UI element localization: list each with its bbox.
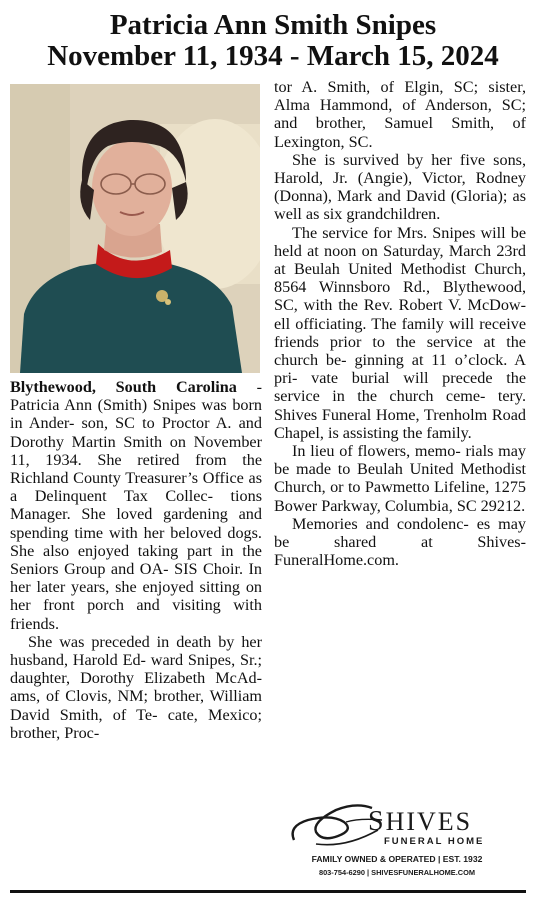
paragraph-survived (274, 151, 526, 224)
text-line: tions Manager. She loved (10, 487, 263, 524)
text-line: Samuel Smith, of Lexington, (274, 114, 527, 151)
portrait-photo (10, 84, 260, 373)
text-line: service in the church ceme- (274, 387, 486, 406)
text-line: Dorothy Martin Smith on (10, 432, 186, 451)
text-line: as a Delinquent Tax Collec- (10, 469, 262, 506)
text-line: gardening and spending time (10, 505, 262, 542)
text-line: tery. Shives Funeral Home, (274, 387, 527, 424)
logo-contact: 803-754-6290 | SHIVESFUNERALHOME.COM (318, 868, 476, 877)
life-dates: November 11, 1934 - March 15, 2024 (47, 40, 499, 72)
text-line: ward Snipes, Sr.; daughter, (10, 651, 263, 688)
text-line: vate burial will precede the (311, 369, 527, 388)
text-line: well as six grandchildren. (274, 205, 441, 224)
text-line: tor A. Smith, of Elgin, SC; (274, 78, 479, 96)
paragraph-biography (10, 378, 262, 633)
text-line: Mark and David (Gloria); as (337, 187, 526, 206)
text-line: In lieu of flowers, memo- (292, 442, 461, 461)
text-line: ginning at 11 o’clock. A pri- (274, 351, 526, 388)
funeral-home-logo (286, 800, 502, 884)
paragraph-service (274, 224, 526, 442)
text-line: on Saturday, March 23rd at (274, 241, 526, 279)
left-column (10, 378, 262, 742)
text-line: SC. (348, 132, 373, 151)
text-line: friends. (10, 614, 59, 633)
text-line: Anderson, SC; and brother, (274, 96, 526, 133)
text-line: She was preceded in death (28, 632, 212, 651)
text-line: rials may be made to Beulah (274, 442, 526, 479)
paragraph-siblings (274, 78, 526, 151)
obituary-header (0, 10, 546, 72)
logo-subtitle: FUNERAL HOME (384, 836, 485, 847)
dateline: Blythewood, South Carolina (10, 378, 237, 396)
text-line: will receive friends prior to (274, 314, 527, 351)
text-line: sister, Alma Hammond, of (274, 78, 526, 115)
logo-wordmark (368, 806, 472, 838)
text-line: the Seniors Group and OA- (10, 541, 262, 579)
text-line: Snipes will be held at noon (274, 223, 526, 260)
text-line: Beulah United Methodist (293, 260, 467, 279)
right-column (274, 78, 526, 569)
text-line: FuneralHome.com. (274, 551, 399, 570)
text-line: SC 29212. (456, 496, 526, 515)
text-line: also enjoyed taking part in (43, 541, 234, 560)
paragraph-condolences (274, 515, 526, 570)
text-line: Victor, Rodney (Donna), (274, 169, 526, 206)
text-line: Trenholm Road Chapel, is (274, 405, 526, 442)
logo-tagline: FAMILY OWNED & OPERATED | EST. 1932 (311, 854, 483, 864)
paragraph-preceded (10, 633, 262, 742)
text-line: to Pawmetto Lifeline, 1275 (347, 478, 527, 497)
text-line: William David Smith, of Te- (10, 687, 262, 724)
text-line: the Rev. Robert V. McDow- (338, 296, 526, 315)
text-line: SIS Choir. In her later years, (10, 560, 263, 597)
paragraph-memorials (274, 442, 526, 515)
logo-initial: S (368, 806, 386, 837)
text-line: United Methodist Church, or (274, 460, 527, 497)
text-line: The service for Mrs. (292, 223, 428, 242)
text-line: - Patricia Ann (Smith) (10, 378, 263, 415)
text-line: Snipes was born in Ander- (10, 396, 262, 433)
text-line: son, SC to Proctor A. and (81, 414, 262, 433)
text-line: assisting the family. (342, 423, 472, 442)
text-line: retired from the Richland (10, 450, 262, 488)
text-line: front porch and visiting with (43, 596, 263, 615)
text-line: Rd., Blythewood, SC, with (274, 278, 527, 315)
text-line: with her beloved dogs. She (10, 523, 262, 560)
text-line: sons, Harold, Jr. (Angie), (274, 150, 527, 188)
text-line: she enjoyed sitting on her (10, 578, 263, 615)
logo-rest: HIVES (385, 807, 473, 836)
text-line: the service at the church be- (274, 332, 526, 370)
text-line: Memories and condolenc- (292, 514, 469, 533)
text-line: ams, of Clovis, NM; brother, (10, 687, 205, 706)
text-line: es may be shared at Shives- (274, 514, 527, 552)
text-line: November 11, 1934. She (10, 432, 262, 469)
text-line: County Treasurer’s Office (73, 469, 244, 488)
text-line: ell officiating. The family (274, 314, 444, 333)
text-line: She is survived by her five (292, 150, 486, 169)
text-line: by her husband, Harold Ed- (10, 632, 262, 670)
text-line: Church, 8564 Winnsboro (274, 260, 527, 297)
text-line: cate, Mexico; brother, Proc- (10, 705, 263, 742)
deceased-name: Patricia Ann Smith Snipes (109, 9, 437, 41)
text-line: Bower Parkway, Columbia, (274, 496, 453, 515)
bottom-rule (10, 890, 526, 893)
text-line: Dorothy Elizabeth McAd- (80, 669, 262, 688)
